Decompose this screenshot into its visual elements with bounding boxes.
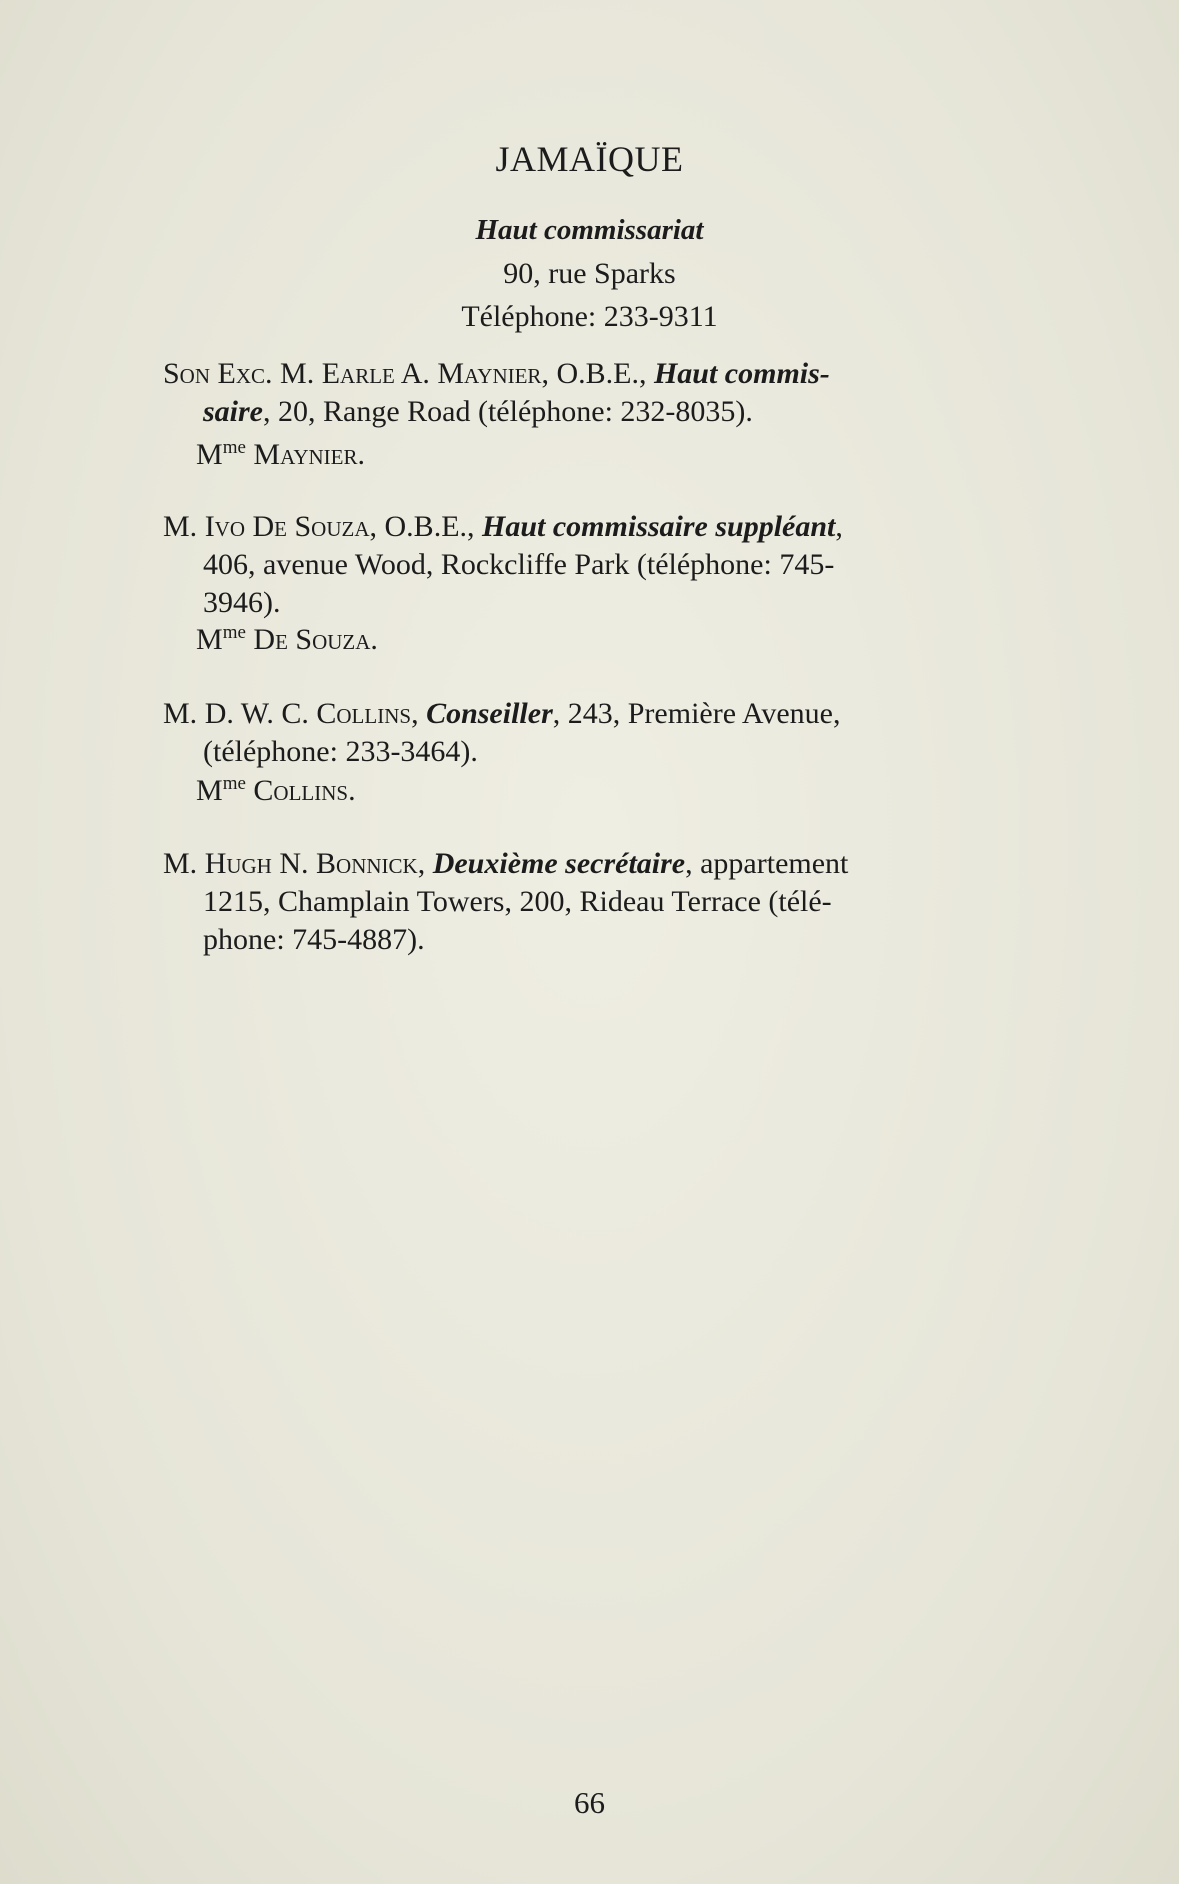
entry-name: Hugh N. Bonnick xyxy=(204,847,418,880)
entry-line: 1215, Champlain Towers, 200, Rideau Terrace (télé- xyxy=(203,885,832,918)
page-number: 66 xyxy=(574,1785,605,1820)
entry-de-souza xyxy=(163,508,1073,622)
entry-honours: , xyxy=(417,847,433,880)
entry-title: Haut commis- xyxy=(653,357,830,390)
entry-bonnick xyxy=(163,845,1073,959)
entry-prefix: M. xyxy=(163,510,205,543)
entry-address: , 20, Range Road (téléphone: 232-8035). xyxy=(263,395,753,428)
entry-title: Deuxième secrétaire xyxy=(432,847,686,880)
office-address: 90, rue Sparks xyxy=(503,257,676,290)
spouse-name: Maynier. xyxy=(253,438,365,471)
entry-line: (téléphone: 233-3464). xyxy=(203,735,478,768)
spouse-name: Collins. xyxy=(253,774,356,807)
entry-title-cont: saire xyxy=(203,395,263,428)
entry-honours: , O.B.E., xyxy=(541,357,654,390)
entry-line: 406, avenue Wood, Rockcliffe Park (téléphone: 745- xyxy=(203,548,835,581)
office-name: Haut commissariat xyxy=(475,214,704,246)
spouse-collins: $M^{me}$ Collins. xyxy=(196,773,356,807)
entry-title: Conseiller xyxy=(426,697,553,730)
entry-name: Ivo De Souza xyxy=(204,510,370,543)
entry-line: 3946). xyxy=(203,586,281,619)
entry-name: Earle A. Maynier xyxy=(321,357,542,390)
entry-maynier xyxy=(163,355,1073,431)
entry-line xyxy=(163,355,1073,393)
entry-prefix: M. xyxy=(163,847,205,880)
entry-prefix: Son Exc. M. xyxy=(163,357,322,390)
entry-line: phone: 745-4887). xyxy=(203,923,425,956)
country-heading: JAMAÏQUE xyxy=(495,139,684,179)
entry-prefix: M. xyxy=(163,697,205,730)
entry-line: M. Hugh N. Bonnick, Deuxième secrétaire, appartement xyxy=(163,847,849,880)
entry-line xyxy=(163,393,1073,431)
spouse-name: De Souza. xyxy=(253,623,378,656)
entry-name: D. W. C. Collins xyxy=(204,697,412,730)
entry-honours: , O.B.E., xyxy=(369,510,483,543)
spouse-maynier: $M^{me}$ Maynier. xyxy=(196,437,365,471)
office-phone: Téléphone: 233-9311 xyxy=(461,300,718,333)
entry-line: M. Ivo De Souza, O.B.E., Haut commissaire suppléant, xyxy=(163,510,843,543)
spouse-de-souza: $M^{me}$ De Souza. xyxy=(196,622,378,656)
entry-collins xyxy=(163,695,1073,771)
entry-title: Haut commissaire suppléant xyxy=(482,510,836,543)
entry-line: M. D. W. C. Collins, Conseiller, 243, Première Avenue, xyxy=(163,697,841,730)
entry-honours: , xyxy=(411,697,427,730)
